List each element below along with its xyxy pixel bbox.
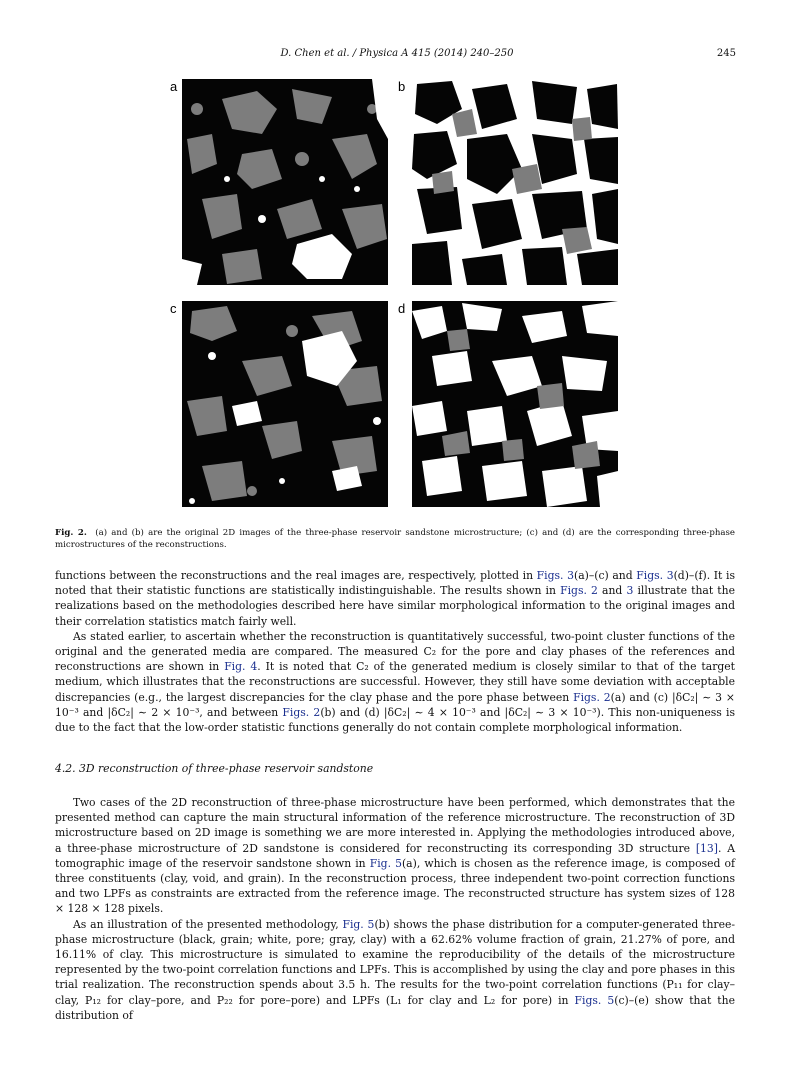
- panel-label-c: c: [170, 301, 177, 316]
- running-header: [0, 48, 794, 62]
- figure-link[interactable]: Fig. 5: [342, 917, 375, 931]
- body-text-upper: [55, 568, 735, 735]
- text-run: (a) and (c) |δC₂| ∼ 3 × 10⁻³ and |δC₂| ∼ 2 × 10⁻³, and between: [55, 690, 735, 719]
- caption-label: Fig. 2.: [55, 528, 87, 538]
- figure-link[interactable]: Figs. 2: [282, 705, 321, 719]
- text-run: and: [597, 584, 627, 598]
- panel-label-d: d: [398, 301, 406, 316]
- figure-link[interactable]: Figs. 2: [573, 690, 611, 704]
- figure-link[interactable]: Figs. 3: [636, 569, 674, 582]
- figure-link[interactable]: Fig. 5: [369, 856, 402, 870]
- text-run: . A tomographic image of the reservoir sandstone shown in: [55, 841, 735, 870]
- figure-2: [0, 76, 794, 508]
- reference-link[interactable]: [13]: [695, 841, 718, 855]
- text-run: (a), which is chosen as the reference image, is composed of three constituents (clay, void, and grain). In the reconstruction process, three independent two-point correction functions and two LPFs as constraints are extracted from the reference image. The reconstructed structure has system sizes of 128 × 128 × 128 pixels.: [55, 856, 736, 916]
- paragraph-1: [55, 568, 735, 629]
- micrograph-panel-c: [182, 301, 388, 507]
- figure-link[interactable]: Fig. 4: [224, 660, 258, 674]
- paragraph-3: [55, 795, 735, 917]
- paragraph-2: [55, 629, 735, 735]
- paragraph-4: [55, 917, 735, 1023]
- text-run: (c)–(e) show that the distribution of: [55, 993, 735, 1022]
- text-run: (b) and (d) |δC₂| ∼ 4 × 10⁻³ and |δC₂| ∼ 3 × 10⁻³). This non-uniqueness is due to the fact that the low-order statistic functions generally do not contain complete morphological information.: [55, 705, 735, 735]
- figure-link[interactable]: Figs. 2: [560, 584, 598, 598]
- figure-caption: [55, 528, 735, 551]
- text-run: Two cases of the 2D reconstruction of three-phase microstructure have been performed, which demonstrates that the presented method can capture the main structural information of the reference microstructure. The reconstruction of 3D microstructure based on 2D image is something we are more interested in. Applying the methodologies introduced above, a three-phase microstructure of 2D sandstone is considered for reconstructing its corresponding 3D structure: [55, 796, 735, 855]
- text-run: As an illustration of the presented methodology,: [73, 917, 343, 931]
- body-text-lower: [55, 795, 735, 1023]
- section-heading: 4.2. 3D reconstruction of three-phase reservoir sandstone: [55, 762, 374, 775]
- journal-citation: D. Chen et al. / Physica A 415 (2014) 240–250: [280, 48, 514, 59]
- page-number: 245: [716, 48, 736, 59]
- micrograph-panel-a: [182, 79, 388, 285]
- figure-link[interactable]: Figs. 5: [574, 993, 615, 1007]
- text-run: functions between the reconstructions and the real images are, respectively, plotted in: [55, 569, 537, 582]
- text-run: (a)–(c) and: [573, 569, 637, 582]
- text-run: . It is noted that C₂ of the generated medium is closely similar to that of the target medium, which illustrates that the reconstructions are successful. However, they still have some deviation with acceptable discrepancies (e.g., the largest discrepancies for the clay phase and the pore phase between: [55, 660, 735, 704]
- text-run: illustrate that the realizations based on the methodologies described here have similar morphological information to the original images and their correlation statistics match fairly well.: [55, 584, 735, 628]
- figure-link[interactable]: Figs. 3: [536, 569, 574, 582]
- panel-label-b: b: [398, 79, 406, 94]
- micrograph-panel-d: [412, 301, 618, 507]
- caption-text: (a) and (b) are the original 2D images of the three-phase reservoir sandstone microstructure; (c) and (d) are the corresponding three-phase microstructures of the reconstructions.: [55, 528, 735, 550]
- panel-label-a: a: [170, 79, 178, 94]
- text-run: (b) shows the phase distribution for a computer-generated three-phase microstructure (black, grain; white, pore; gray, clay) with a 62.62% volume fraction of grain, 21.27% of pore, and 16.11% of clay. This microstructure is simulated to examine the reproducibility of the details of the microstructure represented by the two-point correlation functions and LPFs. This is accomplished by using the clay and pore phases in this trial realization. The reconstruction spends about 3.5 h. The results for the two-point correlation functions (P₁₁ for clay–clay, P₁₂ for clay–pore, and P₂₂ for pore–pore) and LPFs (L₁ for clay and L₂ for pore) in: [55, 917, 736, 1007]
- micrograph-panel-b: [412, 79, 618, 285]
- figure-link[interactable]: 3: [626, 584, 634, 598]
- text-run: As stated earlier, to ascertain whether the reconstruction is quantitatively successful, two-point cluster functions of the original and the generated media are compared. The measured C₂ for the pore and clay phases of the references and reconstructions are shown in: [55, 629, 735, 674]
- text-run: (d)–(f). It is noted that their statistic functions are statistically indistinguishable. The results shown in: [55, 569, 736, 598]
